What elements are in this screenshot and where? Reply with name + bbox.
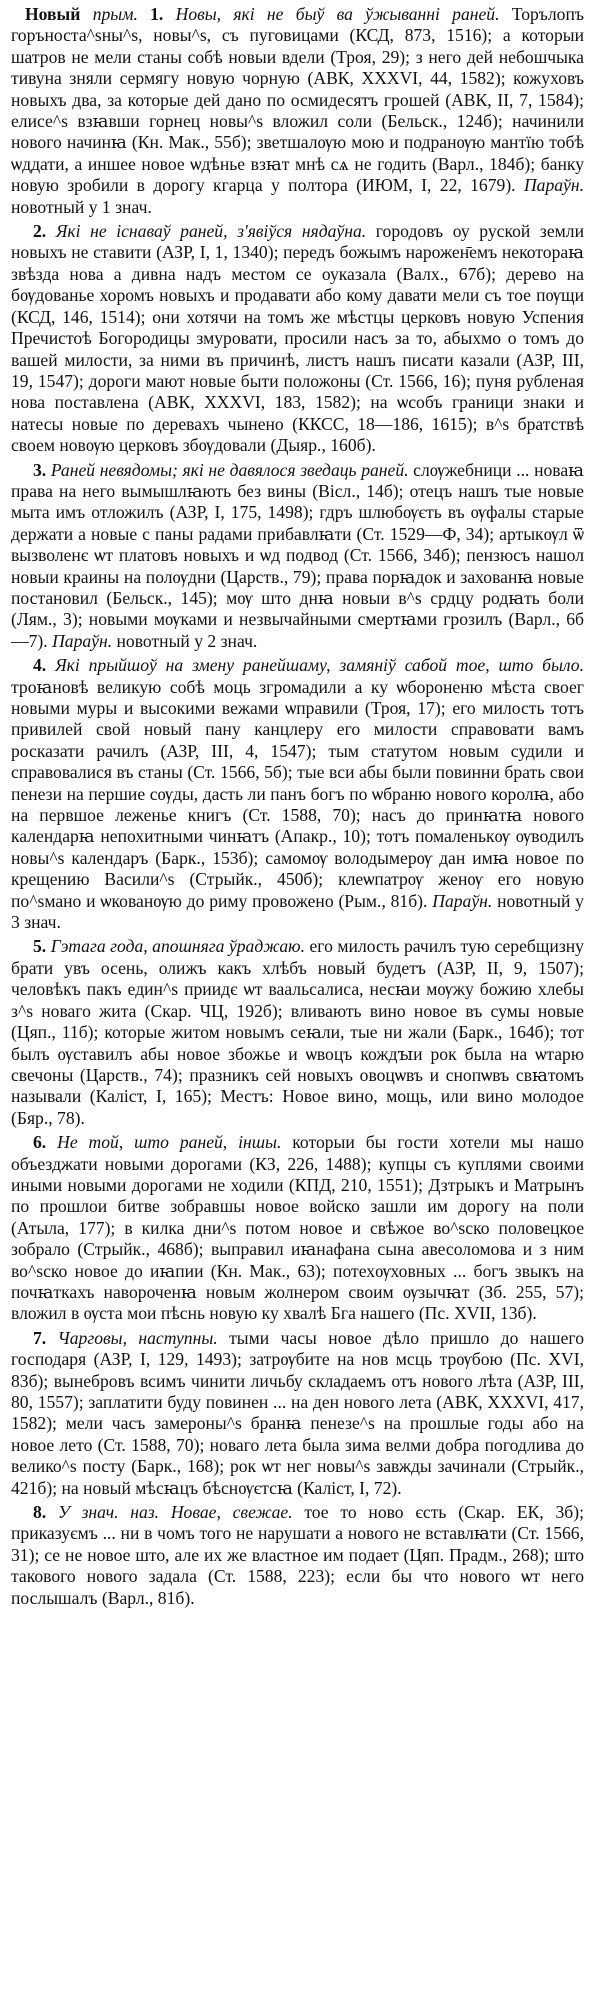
sense-number: 4. <box>33 655 47 676</box>
sense-definition: Які не існаваў раней, з'явіўся нядаўна. <box>55 221 367 242</box>
sense-definition: Які прыйшоў на змену ранейшаму, замяніў сабой тое, што было. <box>55 655 584 676</box>
sense-definition: У знач. наз. Новае, свежае. <box>57 1502 293 1523</box>
sense-3 <box>11 460 584 653</box>
sense-definition: Новы, які не быў ва ўжыванні раней. <box>175 4 500 24</box>
compare-label: Параўн. <box>432 890 493 911</box>
sense-number: 7. <box>33 1327 47 1348</box>
sense-number: 6. <box>33 1132 47 1153</box>
sense-number: 1. <box>150 4 164 24</box>
sense-4 <box>11 655 584 933</box>
sense-quotes: троꙗновѣ великую собѣ моць згромадили а ку ѡбороненю мѣста своег новыми муры и высокими вежами ѡправили (Троя, 17); его милость тотъ привилей свой новый пану канцлеру его милости справовати вамъ росказати рачилъ (АЗР, III, 4, 1547); тым статутом новым судили и справовалися въ станы (Ст. 1566, 5б); тые вси абы были повинни брать свои пенези на першие сѹды, дасть ли панъ богъ по ѡбраню нового королꙗ, або на первшое леженье книгъ (Ст. 1588, 70); насъ до принꙗтꙗ нового календарꙗ непохитными чинꙗтъ (Апакр., 10); тотъ помаленькѹ ѹводилъ новы^s календаръ (Барк., 153б); самомѹ володымерѹ дан имꙗ новое по крещению Васили^s (Стрыйк., 450б); клеѡпатрѹ женѹ его новую по^sмано и ѡкованѹю до риму провожено (Рым., 81б). <box>11 676 584 911</box>
sense-quotes: Торълопъ горъноста^sны^s, новы^s, съ пуговицами (КСД, 873, 1516); а которыи шатров не мели станы собѣ новыи вдели (Троя, 29); з него дей небошчыка тивуна зняли сермягу новую чорную (АВК, XXXVI, 44, 1582); кожуховъ новыхъ два, за которые дей дано по осмидесятъ грошей (АВК, II, 7, 1584); елисе^s взꙗвши горнец новы^s вложил соли (Бельск., 124б); начинили нового начинꙗ (Кн. Мак., 55б); зветшалѹю мою и подранѹю мантїю тобѣ ѡддати, а иншее новое ѡдѣнье взꙗт мнѣ сѧ не годить (Варл., 184б); банку новую зробили в дорогу кгарца у полтора (ИЮМ, I, 22, 1679). <box>11 4 584 196</box>
sense-number: 2. <box>33 221 47 242</box>
headword: Новый <box>25 4 81 24</box>
sense-quotes: городовъ оу руской земли новыхъ не ставити (АЗР, I, 1, 1340); передъ божымъ нарожен̄емъ некотораꙗ звѣзда нова а дивна надъ местом се оуказала (Валх., 67б); дерево на бѹдованье хоромъ новыхъ и продавати або кому давати мели съ тое пѹщи (КСД, 146, 1514); они хотячи на томъ же мѣстцы церковъ новую Успения Пречистоѣ Богородицы змуровати, просили насъ за то, абыхмо о томъ до вашей милости, за ними въ причинѣ, листъ нашъ писати казали (АЗР, III, 19, 1547); дороги мают новые быти положоны (Ст. 1566, 16); пуня рубленая нова поставлена (АВК, XXXVI, 183, 1582); на ѡсобъ граници знаки и натесы новые по деревахъ чынено (ККСС, 18—186, 1615); в^s братствѣ своем новѹю церковъ збѹдовали (Дыяр., 160б). <box>11 221 585 456</box>
sense-definition: Не той, што раней, іншы. <box>57 1132 282 1153</box>
compare-ref: новотный у 1 знач. <box>11 196 152 217</box>
compare-label: Параўн. <box>523 175 584 196</box>
sense-number: 8. <box>33 1502 47 1523</box>
sense-definition: Раней невядомы; які не давялося зведаць раней. <box>50 459 409 480</box>
sense-definition: Гэтага года, апошняга ўраджаю. <box>50 936 305 957</box>
compare-label: Параўн. <box>52 630 113 651</box>
sense-definition: Чарговы, наступны. <box>57 1327 218 1348</box>
sense-quotes: тыми часы новое дѣло пришло до нашего господаря (АЗР, I, 129, 1493); затрѹбите на нов мсць трѹбою (Пс. XVI, 83б); вынебровъ всимъ чинити личьбу складаемъ отъ нового лѣта (АЗР, III, 80, 1557); заплатити буду повинен ... на ден нового лета (АВК, XXXVI, 417, 1582); мели часъ замероны^s бранꙗ пенезе^s на прошлые годы або на новое лето (Ст. 1588, 70); новаго лета была зима велми добра погодлива до велико^s посту (Барк., 168); рок ѡт нег новы^s завжды зачинали (Стрыйк., 421б); на новый мѣсꙗцъ бѣснѹєтсꙗ (Каліст, I, 72). <box>11 1327 584 1498</box>
pos-label: прым. <box>92 4 138 24</box>
sense-6 <box>11 1132 584 1325</box>
sense-1 <box>11 4 584 218</box>
sense-quotes: которыи бы гости хотели мы нашо объезджати новыми дорогами (КЗ, 226, 1488); купцы съ куплями своими иными новыми дорогами не ходили (КПД, 210, 1551); Дзтрыкъ и Матрынъ по прошлои битве зобравшы новое войско зашли им дорогу на поли (Атыла, 177); в килка дни^s потом новое и свѣжое во^sско половецкое зобрало (Стрыйк., 468б); выправил иꙗнафана сына авесоломова и з ним во^sско новое до иꙗпии (Кн. Мак., 63); потехѹховных ... богъ звыкъ на почꙗткахъ навороченꙗ новым жолнером своим ѹзычꙗт (Зб. 255, 57); вложил в ѹста мои пѣснь новую ку хвалѣ Бга нашего (Пс. XVII, 13б). <box>11 1132 584 1324</box>
sense-8 <box>11 1502 584 1609</box>
sense-5 <box>11 936 584 1129</box>
sense-quotes: тое то ново єсть (Скар. ЕК, 3б); приказуємъ ... ни в чомъ того не нарушати а нового не вставлꙗти (Ст. 1566, 31); се не новое што, але их же властное им подает (Цяп. Прадм., 268); што такового нового задала (Ст. 1588, 223); если бы что нового ѡт него послышалъ (Варл., 81б). <box>11 1502 584 1608</box>
sense-7 <box>11 1328 584 1499</box>
compare-ref: новотный у 3 знач. <box>11 890 584 933</box>
sense-quotes: его милость рачилъ тую серебщизну брати увъ осень, олижъ какъ хлѣбъ новый будетъ (АЗР, II, 9, 1507); человѣкъ пакъ един^s приидє ѡт ваальсалиса, несꙗи мѹжу божию хлебы з^s новаго жита (Скар. ЧЦ, 192б); вливають вино новое въ сумы новые (Цяп., 11б); которые житом новымъ сеꙗли, тые ни жали (Барк., 164б); тот былъ ѹставилъ абы новое збожье и ѡвоцъ кождꙑи рок была на ѡтарю свечоны (Царств., 74); празникъ сей новыхъ овоцѡвъ и снопѡвъ свꙗтомъ называли (Каліст, I, 165); Местъ: Новое вино, мощь, или вино молодое (Бяр., 78). <box>11 936 584 1128</box>
compare-ref: новотный у 2 знач. <box>116 630 258 651</box>
sense-number: 5. <box>33 936 47 957</box>
sense-quotes: слѹжебници ... новаꙗ права на него вымышлꙗють без вины (Вісл., 14б); отецъ нашъ тые новые мыта имъ отложилъ (АЗР, I, 175, 1498); гдръ шлюбѹєть въ ѹфалы старые держати а новые с паны радами прибавлꙗти (Ст. 1529—Ф, 34); артыкѹл ѿ вызволенє ѡт платовъ новыхъ и ѡд подвод (Ст. 1566, 34б); пензюсъ нашол новыи краины на полѹдни (Царств., 79); права порꙗдок и захованꙗ новые постановил (Бельск., 145); мѹ што днꙗ новыи в^s срдцу родꙗть боли (Лям., 3); новыми мѹками и незвычайными смертꙗми грозилъ (Варл., 6б—7). <box>11 459 584 651</box>
sense-number: 3. <box>33 459 47 480</box>
sense-2 <box>11 221 584 456</box>
